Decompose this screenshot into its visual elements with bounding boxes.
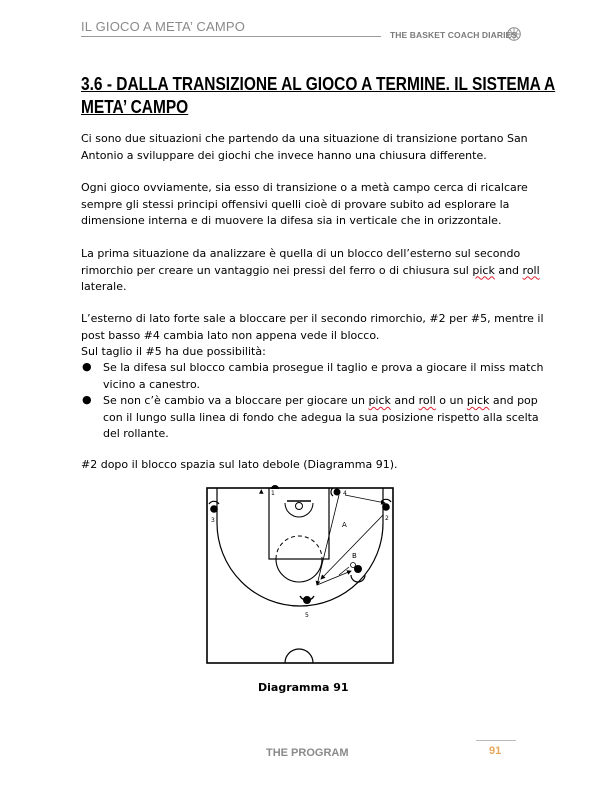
rim: [296, 503, 303, 510]
header-brand: THE BASKET COACH DIARIES: [390, 30, 518, 40]
svg-text:3: 3: [211, 517, 215, 524]
page-number: 91: [489, 745, 502, 757]
footer-title: THE PROGRAM: [266, 747, 349, 759]
paragraph-4: L’esterno di lato forte sale a bloccare per il secondo rimorchio, #2 per #5, mentre il post basso #4 cambia lato non appena vede il blocco. Sul taglio il #5 ha due possibilità:: [81, 312, 544, 358]
center-circle: [285, 649, 313, 663]
paragraph-1: Ci sono due situazioni che partendo da una situazione di transizione portano San Antonio a sviluppare dei giochi che invece hanno una chiusura differente.: [81, 132, 528, 162]
svg-text:2: 2: [385, 515, 389, 522]
svg-text:5: 5: [305, 612, 309, 619]
cut-label-b: B: [352, 552, 357, 560]
three-point-line: [217, 488, 383, 606]
court-diagram: [205, 485, 395, 665]
svg-text:1: 1: [271, 490, 275, 497]
player-5: [300, 596, 314, 619]
svg-text:4: 4: [343, 490, 347, 497]
paragraph-2: Ogni gioco ovviamente, sia esso di transizione o a metà campo cerca di ricalcare sempre gli stessi principi offensivi quelli cioè di provare subito ad esplorare la dimensione interna e di muovere la difesa sia in verticale che in orizzontale.: [81, 181, 528, 227]
paragraph-3: La prima situazione da analizzare è quella di un blocco dell’esterno sul secondo rimorchio per creare un vantaggio nei pressi del ferro o di chiusura sul pick and roll laterale.: [81, 247, 540, 293]
ball-handler: [351, 563, 366, 583]
cut-label-a: A: [342, 521, 347, 529]
free-throw-circle-top: [276, 536, 322, 559]
player-1: [271, 485, 279, 497]
page-title: 3.6 - DALLA TRANSIZIONE AL GIOCO A TERMINE. IL SISTEMA A META’ CAMPO: [81, 74, 556, 117]
diagram-caption: Diagramma 91: [258, 681, 349, 694]
header-section-title: IL GIOCO A META’ CAMPO: [81, 19, 246, 34]
ball-marker: ▲: [259, 488, 264, 495]
free-throw-circle-bottom: [276, 559, 322, 582]
bullet-item-1: Se la difesa sul blocco cambia prosegue il taglio e prova a giocare il miss match vicino a canestro.: [103, 361, 544, 391]
bullet-item-2: Se non c’è cambio va a bloccare per giocare un pick and roll o un pick and pop con il lungo sulla linea di fondo che adegua la sua posizione rispetto alla scelta del rollante.: [103, 394, 539, 440]
footer-rule: [476, 740, 516, 741]
screen-path: [345, 495, 385, 503]
cut-b-path: [321, 515, 383, 579]
bullet-icon: ●: [82, 393, 92, 406]
basketball-icon: [507, 27, 521, 41]
free-throw-lane: [269, 488, 329, 559]
paragraph-5: #2 dopo il blocco spazia sul lato debole (Diagramma 91).: [81, 458, 398, 471]
header-rule: [81, 36, 381, 37]
bullet-icon: ●: [82, 360, 92, 373]
